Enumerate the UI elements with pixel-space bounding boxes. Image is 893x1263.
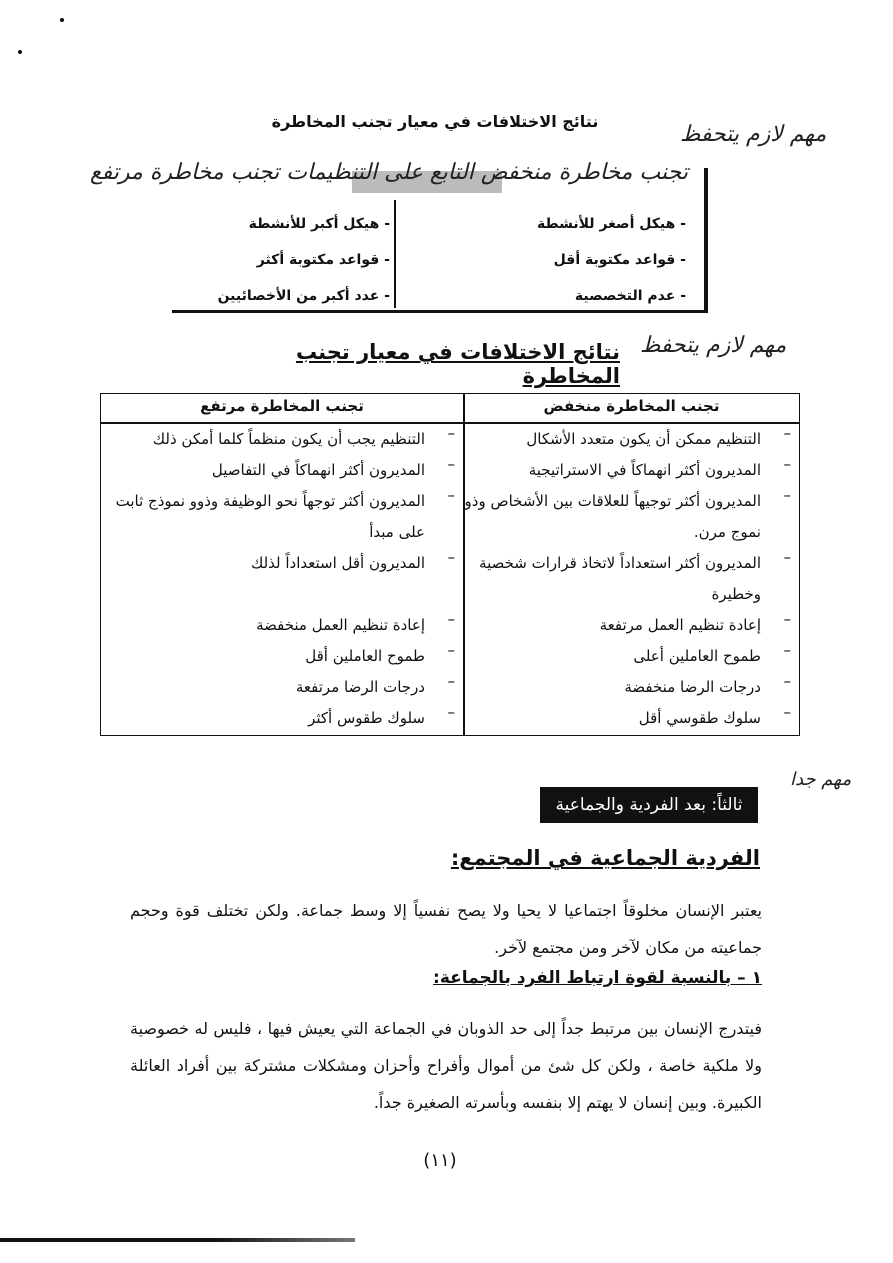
main-title: نتائج الاختلافات في معيار تجنب المخاطرة	[295, 340, 620, 388]
list-item: – المديرون أكثر توجيهاً للعلاقات بين الأشخاص وذو نموج مرن.	[464, 486, 791, 541]
list-item: – إعادة تنظيم العمل منخفضة	[256, 610, 455, 634]
high-risk-list	[101, 424, 455, 734]
column-header-low-risk: تجنب المخاطرة منخفض	[543, 397, 720, 415]
list-item: – المديرون أقل استعداداً لذلك	[250, 548, 455, 572]
scan-speck	[60, 18, 64, 22]
low-risk-list	[463, 424, 791, 734]
small-table-right-column	[486, 206, 686, 314]
list-item: - عدد أكبر من الأخصائيين	[217, 288, 390, 304]
scan-edge-rule	[0, 1238, 355, 1242]
list-item: – إعادة تنظيم العمل مرتفعة	[599, 610, 791, 634]
list-item: – المديرون أكثر انهماكاً في الاستراتيجية	[528, 455, 791, 479]
list-item: - قواعد مكتوبة أقل	[553, 252, 686, 268]
list-item: - هيكل أكبر للأنشطة	[248, 216, 390, 232]
paragraph: فيتدرج الإنسان بين مرتبط جداً إلى حد الذوبان في الجماعة التي يعيش فيها ، فليس له خصوصية ولا ملكية خاصة ، ولكن كل شئ من أموال وأفراح وأحزان ومشكلات مشتركة بين أفراد العائلة الكبيرة. وبين إنسان لا يهتم إلا بنفسه وبأسرته الصغيرة جداً.	[130, 1019, 762, 1112]
list-item: – طموح العاملين أقل	[305, 641, 455, 665]
handwritten-note-main: مهم لازم يتحفظ	[640, 333, 787, 358]
paragraph: يعتبر الإنسان مخلوقاً اجتماعيا لا يحيا ولا يصح نفسياً إلا وسط جماعة. ولكن تختلف قوة وحجم جماعيته من مكان لآخر ومن مجتمع لآخر.	[130, 901, 762, 957]
section-title: الفردية الجماعية في المجتمع:	[450, 846, 760, 870]
list-item: – سلوك طقوس أكثر	[308, 703, 455, 727]
list-item: - قواعد مكتوبة أكثر	[256, 252, 390, 268]
page-number: (١١)	[423, 1150, 457, 1171]
subheading: ١ – بالنسبة لقوة ارتباط الفرد بالجماعة:	[433, 968, 762, 988]
list-item: – طموح العاملين أعلى	[633, 641, 791, 665]
list-item: – المديرون أكثر استعداداً لاتخاذ قرارات شخصية وخطيرة	[479, 548, 791, 603]
scan-speck	[18, 50, 22, 54]
list-item: – المديرون أكثر توجهاً نحو الوظيفة وذوو نموذج ثابت على مبدأ	[115, 486, 455, 541]
small-table-left-column	[190, 206, 390, 314]
list-item: – التنظيم يجب أن يكون منظماً كلما أمكن ذلك	[152, 424, 455, 448]
list-item: - عدم التخصصية	[574, 288, 686, 304]
list-item: – درجات الرضا منخفضة	[624, 672, 791, 696]
list-item: - هيكل أصغر للأنشطة	[537, 216, 686, 232]
section-heading: ثالثاً: بعد الفردية والجماعية	[540, 787, 758, 823]
list-item: – التنظيم ممكن أن يكون متعدد الأشكال	[526, 424, 791, 448]
top-title: نتائج الاختلافات في معيار تجنب المخاطرة	[271, 112, 599, 131]
list-item: – درجات الرضا مرتفعة	[295, 672, 455, 696]
column-header-high-risk: تجنب المخاطرة مرتفع	[200, 397, 364, 415]
table-divider	[394, 200, 396, 308]
small-comparison-table	[172, 168, 708, 313]
handwritten-note-section: مهم جدا	[790, 769, 852, 790]
list-item: – سلوك طقوسي أقل	[638, 703, 791, 727]
handwritten-note-top: مهم لازم يتحفظ	[680, 122, 827, 147]
main-comparison-table	[100, 393, 800, 736]
list-item: – المديرون أكثر انهماكاً في التفاصيل	[211, 455, 455, 479]
handwritten-table-header: تجنب مخاطرة منخفض التابع على التنظيمات تجنب مخاطرة مرتفع	[89, 160, 688, 185]
